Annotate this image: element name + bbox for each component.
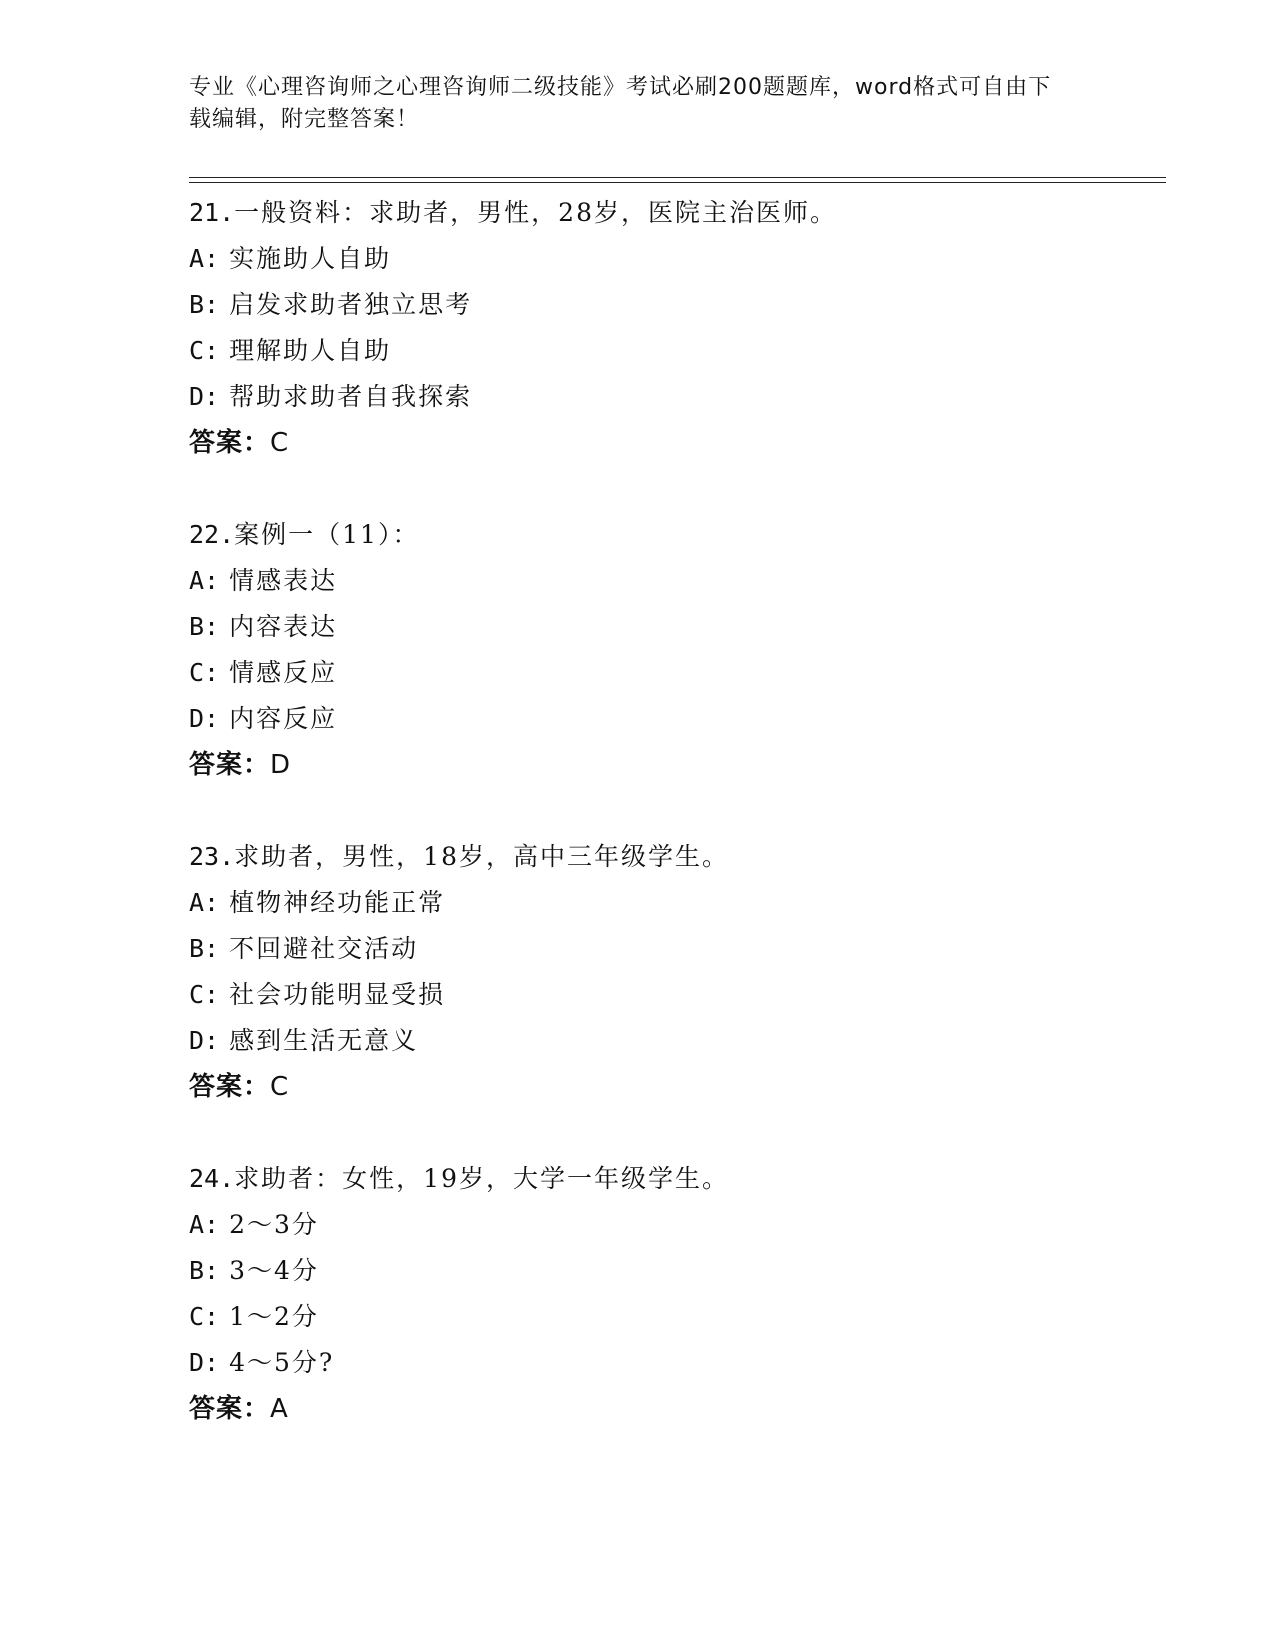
option-key: C: — [189, 980, 220, 1009]
question-text: 求助者，男性，18岁，高中三年级学生。 — [234, 842, 729, 871]
option-d — [189, 374, 1169, 420]
option-key: D: — [189, 1026, 220, 1055]
option-b — [189, 282, 1169, 328]
answer-label: 答案： — [189, 750, 271, 780]
option-text: 情感反应 — [229, 658, 338, 687]
option-text: 社会功能明显受损 — [229, 980, 446, 1009]
option-a — [189, 880, 1169, 926]
option-b — [189, 604, 1169, 650]
option-a — [189, 558, 1169, 604]
question-number: 23. — [189, 842, 235, 871]
option-c — [189, 972, 1169, 1018]
option-text: 情感表达 — [229, 566, 338, 595]
question-text: 求助者：女性，19岁，大学一年级学生。 — [234, 1164, 729, 1193]
option-a — [189, 1202, 1169, 1248]
option-a — [189, 236, 1169, 282]
answer-label: 答案： — [189, 1394, 271, 1424]
question-stem — [189, 1156, 1169, 1202]
option-text: 感到生活无意义 — [229, 1026, 419, 1055]
option-c — [189, 650, 1169, 696]
answer-label: 答案： — [189, 1072, 271, 1102]
option-key: B: — [189, 934, 220, 963]
question-stem — [189, 190, 1169, 236]
option-text: 2～3分 — [229, 1210, 319, 1239]
option-text: 1～2分 — [229, 1302, 319, 1331]
option-text: 理解助人自助 — [229, 336, 392, 365]
option-c — [189, 328, 1169, 374]
option-b — [189, 1248, 1169, 1294]
option-key: B: — [189, 1256, 220, 1285]
question-stem — [189, 834, 1169, 880]
question-list — [189, 190, 1169, 1432]
option-key: C: — [189, 336, 220, 365]
answer-line — [189, 1386, 1169, 1432]
option-d — [189, 696, 1169, 742]
option-key: C: — [189, 658, 220, 687]
question-text: 一般资料：求助者，男性，28岁，医院主治医师。 — [234, 198, 837, 227]
option-d — [189, 1340, 1169, 1386]
option-d — [189, 1018, 1169, 1064]
answer-label: 答案： — [189, 428, 271, 458]
option-key: D: — [189, 1348, 220, 1377]
option-key: A: — [189, 566, 220, 595]
option-key: B: — [189, 290, 220, 319]
answer-value: D — [270, 750, 292, 780]
answer-line — [189, 742, 1169, 788]
question-text: 案例一（11）： — [234, 520, 420, 549]
option-text: 4～5分? — [229, 1348, 335, 1377]
option-key: B: — [189, 612, 220, 641]
option-text: 不回避社交活动 — [229, 934, 419, 963]
option-text: 3～4分 — [229, 1256, 319, 1285]
option-text: 内容反应 — [229, 704, 338, 733]
option-text: 内容表达 — [229, 612, 338, 641]
answer-value: C — [270, 1072, 290, 1102]
question-21 — [189, 190, 1169, 466]
option-key: D: — [189, 704, 220, 733]
question-number: 24. — [189, 1164, 235, 1193]
option-text: 实施助人自助 — [229, 244, 392, 273]
option-text: 植物神经功能正常 — [229, 888, 446, 917]
option-c — [189, 1294, 1169, 1340]
question-number: 22. — [189, 520, 235, 549]
option-text: 启发求助者独立思考 — [229, 290, 473, 319]
option-key: A: — [189, 244, 220, 273]
question-24 — [189, 1156, 1169, 1432]
question-22 — [189, 512, 1169, 788]
option-key: A: — [189, 888, 220, 917]
header-divider-bottom — [189, 182, 1166, 183]
question-23 — [189, 834, 1169, 1110]
header-divider-top — [189, 177, 1166, 178]
option-key: C: — [189, 1302, 220, 1331]
option-text: 帮助求助者自我探索 — [229, 382, 473, 411]
answer-value: A — [270, 1394, 289, 1424]
answer-value: C — [270, 428, 290, 458]
answer-line — [189, 420, 1169, 466]
option-key: D: — [189, 382, 220, 411]
question-stem — [189, 512, 1169, 558]
option-key: A: — [189, 1210, 220, 1239]
document-intro: 专业《心理咨询师之心理咨询师二级技能》考试必刷200题题库，word格式可自由下载编辑，附完整答案！ — [189, 75, 1052, 132]
option-b — [189, 926, 1169, 972]
question-number: 21. — [189, 198, 235, 227]
answer-line — [189, 1064, 1169, 1110]
